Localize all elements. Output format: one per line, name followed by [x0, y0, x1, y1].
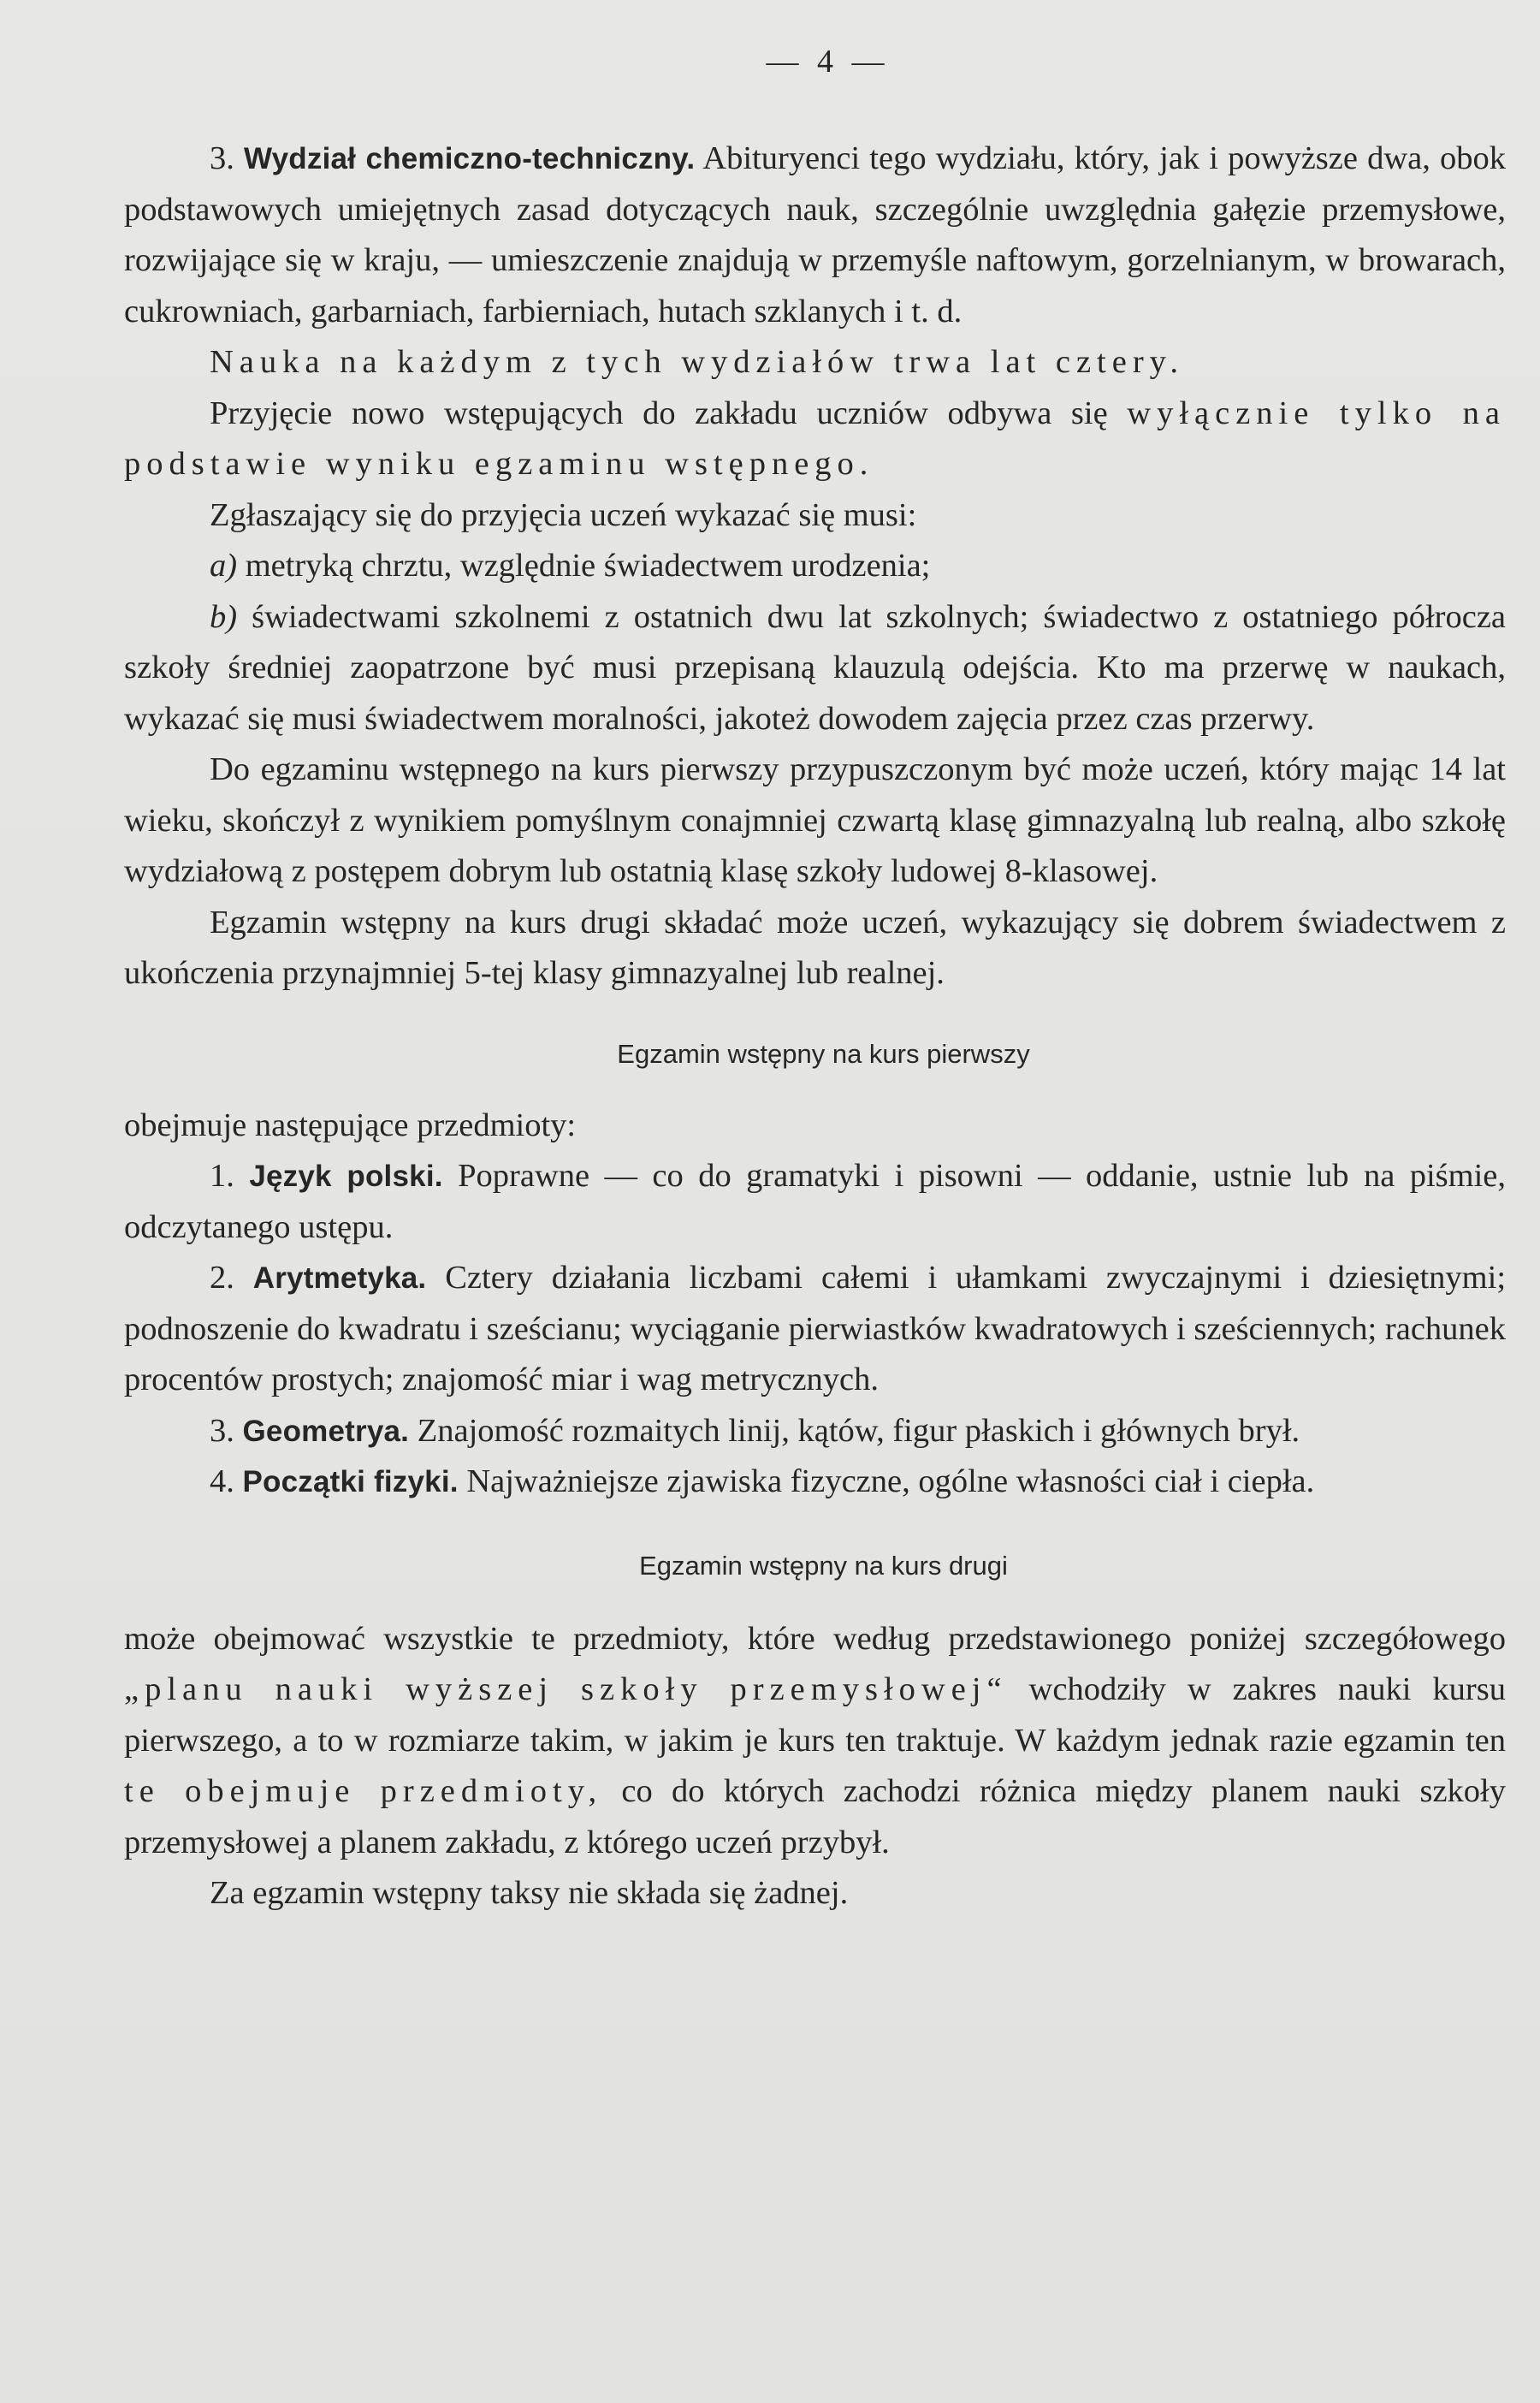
subject-title: Język polski.: [249, 1160, 443, 1193]
subject-item: [124, 1253, 1506, 1406]
subject-title: Arytmetyka.: [252, 1261, 427, 1295]
course2-exam-plan-title: „planu nauki wyższej szkoły przemysłowej“: [124, 1671, 1008, 1707]
subject-number: 2.: [210, 1260, 234, 1296]
course2-exam-paragraph: [124, 1614, 1506, 1869]
requirement-a-text: metryką chrztu, względnie świadectwem urodzenia;: [245, 548, 931, 584]
section-3-title: Wydział chemiczno-techniczny.: [244, 142, 696, 175]
subject-text: Poprawne — co do gramatyki i pisowni — oddanie, ustnie lub na piśmie, odczytanego ustępu.: [124, 1158, 1507, 1245]
course1-admission-paragraph: Do egzaminu wstępnego na kurs pierwszy przypuszczonym być może uczeń, który mając 14 lat wieku, skończył z wynikiem pomyślnym conajmniej czwartą klasę gimnazyalną lub realną, albo szkołę wydziałową z postępem dobrym lub ostatnią klasę szkoły ludowej 8-klasowej.: [124, 751, 1506, 889]
subject-number: 3.: [210, 1412, 234, 1449]
admission-emphasis: wyłącznie tylko na podstawie wyniku egzaminu wstępnego.: [124, 395, 1506, 482]
subject-title: Geometrya.: [242, 1414, 410, 1448]
course2-exam-text-2: wchodziły w zakres nauki kursu pierwszego, a to w rozmiarze takim, w jakim je kurs ten traktuje. W każdym jednak razie egzamin ten: [124, 1671, 1506, 1759]
requirement-a: [124, 541, 1506, 592]
requirement-a-label: a): [210, 548, 238, 584]
course2-exam-text-1: może obejmować wszystkie te przedmioty, które według przedstawionego poniżej szczegółowego: [124, 1620, 1506, 1657]
subject-item: [124, 1406, 1506, 1457]
page-number: — 4 —: [766, 44, 890, 80]
subject-number: 1.: [210, 1158, 234, 1194]
subjects-intro: obejmuje następujące przedmioty:: [124, 1107, 577, 1143]
requirements-intro: Zgłaszający się do przyjęcia uczeń wykazać się musi:: [210, 496, 917, 533]
subject-number: 4.: [210, 1463, 234, 1499]
section-3-paragraph: [124, 134, 1506, 337]
fee-paragraph: Za egzamin wstępny taksy nie składa się żadnej.: [210, 1875, 849, 1911]
requirement-b-label: b): [210, 598, 238, 635]
subject-item: [124, 1151, 1506, 1253]
admission-text: Przyjęcie nowo wstępujących do zakładu uczniów odbywa się: [210, 395, 1108, 431]
heading-course-2-exam: Egzamin wstępny na kurs drugi: [639, 1550, 1008, 1581]
course2-admission-paragraph: Egzamin wstępny na kurs drugi składać może uczeń, wykazujący się dobrem świadectwem z ukończenia przynajmniej 5-tej klasy gimnazyalnej lub realnej.: [124, 904, 1506, 991]
duration-paragraph: [124, 337, 1506, 389]
requirement-b: [124, 592, 1506, 745]
heading-course-1-exam: Egzamin wstępny na kurs pierwszy: [617, 1038, 1030, 1069]
subject-item: [124, 1457, 1506, 1508]
subject-text: Znajomość rozmaitych linij, kątów, figur płaskich i głównych brył.: [417, 1412, 1300, 1449]
duration-text: Nauka na każdym z tych wydziałów trwa lat cztery.: [210, 344, 1185, 380]
course2-exam-text-3: co do których zachodzi różnica między planem nauki szkoły przemysłowej a planem zakładu, z którego uczeń przybył.: [124, 1773, 1506, 1860]
subject-title: Początki fizyki.: [242, 1465, 459, 1498]
section-3-number: 3.: [210, 140, 234, 176]
section-3-text: Abituryenci tego wydziału, który, jak i powyższe dwa, obok podstawowych umiejętnych zasad dotyczących nauk, szczególnie uwzględnia gałęzie przemysłowe, rozwijające się w kraju, — umieszczenie znajdują w przemyśle naftowym, gorzelnianym, w browarach, cukrowniach, garbarniach, farbierniach, hutach szklanych i t. d.: [124, 140, 1506, 329]
subject-text: Najważniejsze zjawiska fizyczne, ogólne własności ciał i ciepła.: [466, 1463, 1315, 1499]
admission-paragraph: [124, 389, 1506, 490]
subject-text: Cztery działania liczbami całemi i ułamkami zwyczajnymi i dziesiętnymi; podnoszenie do kwadratu i sześcianu; wyciąganie pierwiastków kwadratowych i sześciennych; rachunek procentów prostych; znajomość miar i wag metrycznych.: [124, 1260, 1507, 1397]
requirement-b-text: świadectwami szkolnemi z ostatnich dwu lat szkolnych; świadectwo z ostatniego półrocza szkoły średniej zaopatrzone być musi przepisaną klauzulą odejścia. Kto ma przerwę w naukach, wykazać się musi świadectwem moralności, jakoteż dowodem zajęcia przez czas przerwy.: [124, 598, 1507, 737]
course2-exam-emphasis: te obejmuje przedmioty,: [124, 1773, 603, 1809]
